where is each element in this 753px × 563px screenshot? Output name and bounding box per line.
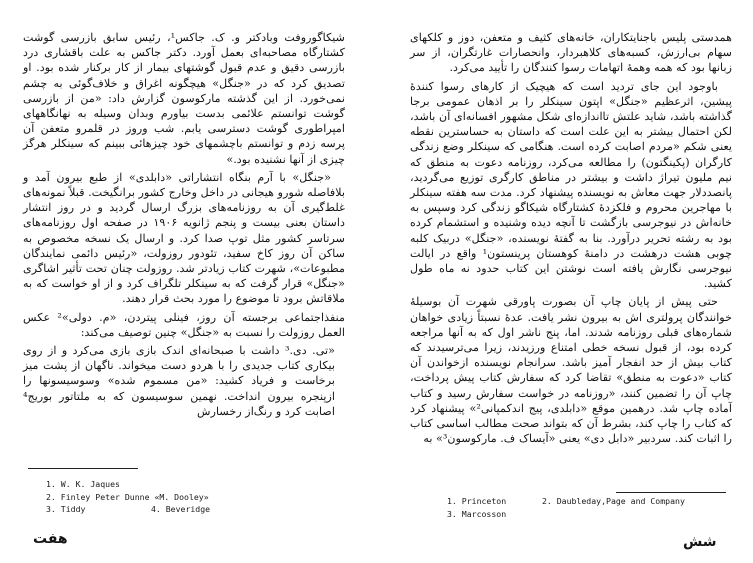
- right-page-body: [410, 30, 732, 449]
- left-paragraph-2: «جنگل» با آرم بنگاه انتشاراتی «دابلدی» از طبع بیرون آمد و بلافاصله شورو هیجانی در داخل وخارج کشور برانگیخت. قبلاً نمونه‌های غلط‌گیری آن به روزنامه‌های بزرگ ارسال گردید و در روز انتشار داستان بعنی بیست و پنجم ژانویه ۱۹۰۶ در صفحه اول روزنامه‌های سرتاسر کشور مثل توپ صدا کرد. و ارسال یک نسخه مخصوص به ساکن آن روز کاخ سفید، تئودور روزولت، «رئیس دائمی نمایندگان مطبوعات»، شهرت کتاب زیادتر شد. روزولت چنان تحت تأثیر اشاگری «جنگل» قرار گرفت که به سینکلر تلگراف کرد و از او خواست که به ملاقاتش برود تا موضوع را مورد بحث قرار دهند.: [23, 170, 345, 306]
- footnote-row: [447, 495, 727, 508]
- right-footnote-divider: [616, 492, 726, 493]
- left-page-body: [23, 30, 345, 422]
- footnote-entry: 3. Tiddy: [46, 504, 86, 514]
- footnote-row: [46, 478, 266, 491]
- footnote-row: [447, 508, 727, 521]
- left-paragraph-1: شیکاگوروفت وبادکتر و. ک. جاکس¹، رئیس سابق بازرسی گوشت کشتارگاه مصاحبه‌ای بعمل آورد. دکتر جاکس به علت باقشاری درد بازرسی دقیق و عدم قبول گوشتهای بیمار از کار برکنار شده بود. او تصدیق کرد که در «جنگل» هیچگونه اغراق و خلاف‌گوئی به چشم نمی‌خورد. از این گذشته مارکوسون گزارش داد: «من از بازرسی گوشت توانستم علائمی بدست بیاورم وبدان وسیله به نهانگاههای امپراطوری گوشت دسترسی یابم. شب وروز در قلمرو متعفن آن پرسه زدم و توانستم باچشمهای خود چیزهائی ببینم که سینکلر هرگز چیزی از آنها نشنیده بود.»: [23, 31, 345, 166]
- left-footnote-divider: [28, 468, 138, 469]
- footnote-row: [46, 503, 266, 516]
- footnote-entry: 4. Beveridge: [150, 504, 211, 514]
- right-paragraph-1: همدستی پلیس باجنایتکاران، خانه‌های کثیف و متعفن، دوز و کلکهای سهام بی‌ارزش، کسبه‌های کلاهبردار، وانحصارات غارتگران، از سر زبانها بود که همه وهمهٔ اتهامات رسوا کنندگان را تأیید می‌کرد.: [410, 31, 732, 75]
- right-paragraph-3: حتی پیش از پایان چاپ آن بصورت پاورقی شهرت آن بوسیلهٔ خوانندگان پرولتری اش به بیرون نشر یافت. عدهٔ نسبتاً زیادی خواهان شماره‌های قبلی روزنامه شدند. اما، پنج ناشر اول که به آنها مراجعه کرده بود، از قبول نسخه خطی امتناع ورزیدند، زیرا می‌ترسیدند که کتاب بیش از حد انفجار آمیز باشد. سرانجام نویسنده ازخواندن آن کتاب «دعوت به منطق» تقاضا کرد که سفارش کتاب پیش پرداخت، چاپ آن را تضمین کنند، «روزنامه در خواست سفارش رسید و کتاب آماده چاپ شد. درهمین موقع «دابلدی، پیج اندکمپانی²» پیشنهاد کرد که کتاب را چاپ کند، بشرط آن که بتواند صحت مطالب اساسی کتاب را اثبات کند. سردبیر «دابل دی» یعنی «آیساک ف. مارکوسون³» به: [410, 295, 732, 446]
- footnote-entry: 1. Princeton: [447, 496, 507, 506]
- footnote-entry: 3. Marcosson: [447, 508, 507, 519]
- right-page-number: شش: [683, 534, 717, 550]
- left-paragraph-3: منفذاجتماعی برجسته آن روز، فینلی پیتردن، «م. دولی»² عکس العمل روزولت را نسبت به «جنگل» چنین توصیف می‌کند:: [23, 310, 345, 339]
- footnote-entry: 2. Daubleday,Page and Company: [541, 496, 685, 506]
- footnote-entry: 1. W. K. Jaques: [46, 479, 120, 489]
- right-footnotes: [447, 495, 727, 520]
- left-page-number: هفت: [33, 531, 68, 547]
- left-quote: «تی. دی.³ داشت با صبحانه‌ای اندک بازی بازی می‌کرد و از روی بیکاری کتاب جدیدی را با هردو دست میخواند. ناگهان از پشت میز برخاست و فریاد کشید: «من مسموم شده» وسوسیسونها را ازپنجره بیرون انداخت. نهمین سوسیسون که به ملتاتور بوریج⁴ اصابت کرد و رنگ‌از رخسارش: [23, 344, 335, 418]
- left-footnotes: [46, 478, 266, 516]
- footnote-entry: 2. Finley Peter Dunne «M. Dooley»: [46, 491, 209, 502]
- footnote-row: [46, 491, 266, 504]
- right-paragraph-2: باوجود این جای تردید است که هیچیک از کارهای رسوا کنندهٔ پیشین، اثرعظیم «جنگل» اپتون سینکلر را بر اذهان عمومی برجا گذاشته باشد، شاید علتش تااندازه‌ای شکل مشهور افسانه‌ای آن باشد، لکن احتمال بیشتر به این علت است که داستان به حساسترین نقطه یعنی شکم «مردم اصابت کرده است. هنگامی که سینکلر وضع زندگی کارگران (پکینگتون) را مطالعه می‌کرد، روزنامه دعوت به منطق که نیم ملیون تیراژ داشت و بیشتر در مناطق کارگری توزیع می‌گردید، پانصددلار جهت معاش به نویسنده پیشنهاد کرد. مدت سه هفته سینکلر با مهاجرین محروم و فلکزدهٔ کشتارگاه شیکاگو زندگی کرد وسپس به خانه‌اش در نیوجرسی بازگشت تا آنچه دیده وشنیده و استشمام کرده بود به رشته تحریر درآورد. بنا به گفتهٔ نویسنده، «جنگل» دربیک کلبه چوبی هشت درهشت در دامنهٔ کوهستان پرینستون¹ واقع در ایالت نیوجرسی نگارش یافته است نوشتن این کتاب حدود نه ماه طول کشید.: [410, 79, 732, 291]
